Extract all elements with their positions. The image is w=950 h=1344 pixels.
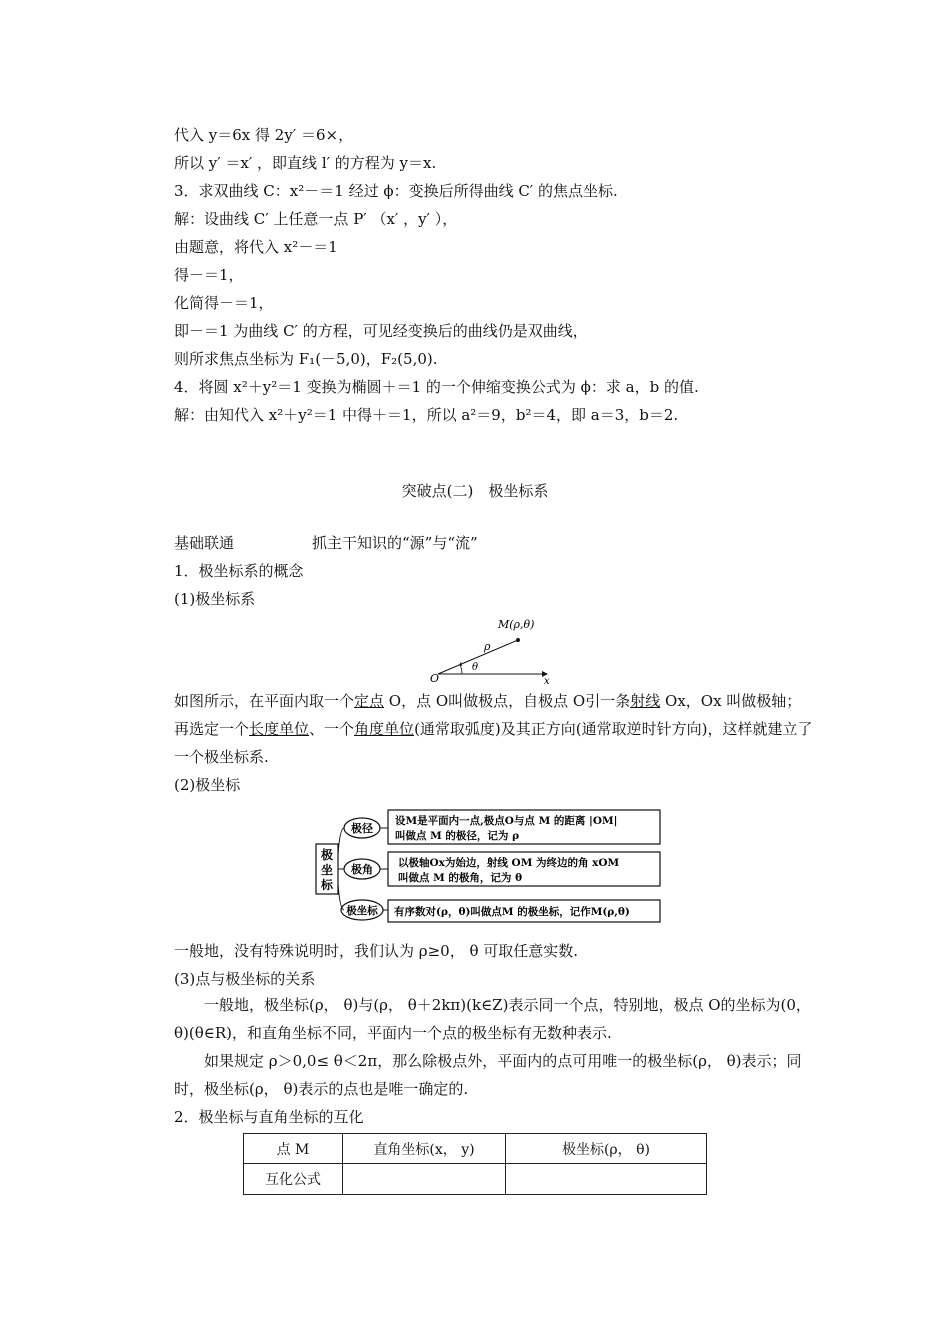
paragraph-uniqueness: 如果规定 ρ＞0,0≤ θ＜2π，那么除极点外，平面内的点可用唯一的极坐标(ρ， θ)表示；同时，极坐标(ρ， θ)表示的点也是唯一确定的. — [174, 1052, 802, 1098]
tag-subtitle: 抓主干知识的“源”与“流” — [312, 534, 478, 552]
tag-label: 基础联通 — [174, 534, 235, 552]
section-title: 突破点(二) 极坐标系 — [401, 482, 549, 500]
table-header-cell: 点 M — [244, 1134, 343, 1164]
paragraph-convention: 一般地，没有特殊说明时，我们认为 ρ≥0， θ 可取任意实数. — [174, 942, 579, 960]
text-line: 解：设曲线 C′ 上任意一点 P′ （x′ ，y′ ）， — [174, 210, 458, 228]
conversion-table — [243, 1133, 707, 1195]
polar-concept-map — [310, 806, 670, 928]
heading-1b: (2)极坐标 — [174, 776, 241, 794]
n3-line1: 有序数对(ρ，θ)叫做点M 的极坐标，记作M(ρ,θ) — [394, 906, 630, 918]
p1-text: (通常取弧度)及其正方向(通常取逆时针方向)，这样就建立了一个极坐标系. — [174, 720, 813, 766]
label-O: O — [430, 672, 440, 684]
table-cell — [343, 1164, 506, 1195]
p1-underline: 定点 — [354, 692, 385, 710]
label-M: M(ρ,θ) — [498, 618, 535, 631]
n1-line1: 设M是平面内一点,极点O与点 M 的距离 |OM| — [395, 815, 618, 827]
root-char: 坐 — [320, 863, 334, 877]
p1-underline: 长度单位 — [249, 720, 310, 738]
p1-text: Ox，Ox 叫做极轴；再选定一个 — [174, 692, 802, 738]
root-char: 极 — [320, 848, 334, 862]
paragraph-polar-def — [174, 687, 814, 771]
p1-text: 如图所示，在平面内取一个 — [174, 692, 355, 710]
heading-1a: (1)极坐标系 — [174, 590, 256, 608]
label-x: x — [544, 676, 550, 684]
text-line: 化简得－＝1， — [174, 294, 274, 312]
table-header-cell: 直角坐标(x， y) — [343, 1134, 506, 1164]
text-line: 解：由知代入 x²＋y²＝1 中得＋＝1，所以 a²＝9，b²＝4，即 a＝3，b＝2. — [174, 406, 679, 424]
n2-line2: 叫做点 M 的极角，记为 θ — [398, 872, 523, 884]
text-line: 得－＝1， — [174, 266, 244, 284]
table-header-cell: 极坐标(ρ， θ) — [506, 1134, 707, 1164]
point-M — [516, 638, 520, 642]
table-row — [244, 1134, 707, 1164]
text-line: 代入 y＝6x 得 2y′ ＝6×， — [174, 126, 354, 144]
label-rho: ρ — [484, 640, 491, 653]
paragraph-relation: 一般地，极坐标(ρ， θ)与(ρ， θ＋2kπ)(k∈Z)表示同一个点，特别地，极点 O的坐标为(0， θ)(θ∈R)，和直角坐标不同，平面内一个点的极坐标有无数种表示. — [174, 996, 811, 1042]
p1-underline: 角度单位 — [354, 720, 415, 738]
problem-3: 3．求双曲线 C：x²－＝1 经过 ϕ：变换后所得曲线 C′ 的焦点坐标. — [174, 182, 618, 200]
table-cell — [506, 1164, 707, 1195]
text-line: 则所求焦点坐标为 F₁(－5,0)，F₂(5,0). — [174, 350, 438, 368]
text-line: 所以 y′ ＝x′ ，即直线 l′ 的方程为 y＝x. — [174, 154, 437, 172]
root-char: 标 — [320, 878, 334, 892]
table-row — [244, 1164, 707, 1195]
heading-1: 1．极坐标系的概念 — [174, 562, 304, 580]
p1-underline: 射线 — [630, 692, 661, 710]
p1-text: O，点 O叫做极点，自极点 O引一条 — [384, 692, 631, 710]
n2-line1: 以极轴Ox为始边，射线 OM 为终边的角 xOM — [398, 857, 620, 869]
text-line: 即－＝1 为曲线 C′ 的方程，可见经变换后的曲线仍是双曲线， — [174, 322, 588, 340]
polar-figure — [430, 612, 560, 684]
text-line: 由题意，将代入 x²－＝1 — [174, 238, 338, 256]
p1-text: 、一个 — [309, 720, 355, 738]
node-polar-coord: 极坐标 — [346, 905, 378, 917]
node-polar-angle: 极角 — [351, 863, 373, 876]
problem-4: 4．将圆 x²＋y²＝1 变换为椭圆＋＝1 的一个伸缩变换公式为 ϕ：求 a，b 的值. — [174, 378, 699, 396]
table-cell: 互化公式 — [244, 1164, 343, 1195]
n1-line2: 叫做点 M 的极径，记为 ρ — [395, 830, 520, 842]
heading-2: 2．极坐标与直角坐标的互化 — [174, 1108, 364, 1126]
node-polar-radius: 极径 — [351, 822, 373, 835]
label-theta: θ — [472, 662, 479, 673]
heading-1c: (3)点与极坐标的关系 — [174, 970, 316, 988]
